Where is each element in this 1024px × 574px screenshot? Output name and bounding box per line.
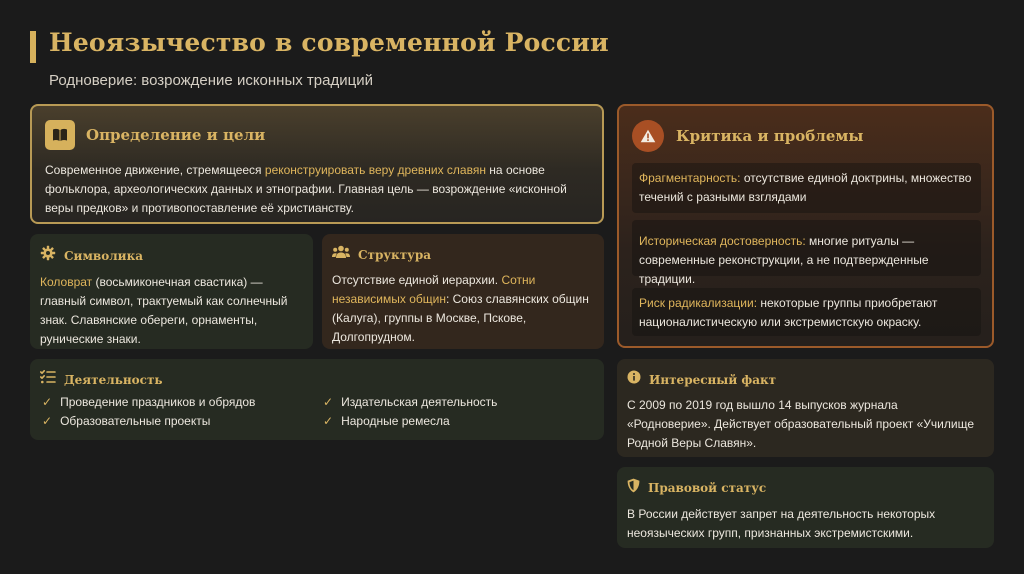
list-item-label: Народные ремесла: [341, 414, 450, 428]
symbolism-title: Символика: [64, 248, 144, 263]
definition-text-part: Современное движение, стремящееся: [45, 163, 265, 177]
fact-title: Интересный факт: [649, 372, 777, 387]
symbolism-card: [30, 234, 313, 349]
check-icon: ✓: [42, 395, 53, 409]
critique-card: [617, 104, 994, 348]
structure-highlight: Сотни независимых общин: [332, 273, 536, 306]
symbolism-text-part: (восьмиконечная свастика) — главный символ, трактуемый как солнечный знак. Славянские обереги, орнаменты, рунические знаки.: [40, 275, 288, 346]
definition-text-part: на основе фольклора, археологических данных и этнографии. Главная цель — возрождение «исконной веры предков» и противопоставление её христианству.: [45, 163, 567, 215]
check-icon: ✓: [323, 395, 334, 409]
checklist-icon: [40, 370, 56, 389]
critique-term: Риск радикализации:: [639, 296, 758, 310]
list-item: [323, 414, 450, 428]
critique-title: Критика и проблемы: [676, 127, 864, 145]
critique-item-authenticity: [632, 220, 981, 286]
activities-card: [30, 359, 604, 440]
definition-title: Определение и цели: [86, 126, 266, 144]
gear-icon: [40, 245, 56, 266]
list-item-label: Издательская деятельность: [341, 395, 498, 409]
title-accent-bar: [30, 31, 36, 63]
legal-title: Правовой статус: [648, 481, 767, 495]
definition-card: [30, 104, 604, 224]
info-icon: [627, 370, 641, 389]
list-item-label: Проведение праздников и обрядов: [60, 395, 256, 409]
fact-card: [617, 359, 994, 457]
structure-header: [332, 245, 594, 264]
symbolism-header: [40, 245, 303, 266]
list-item-label: Образовательные проекты: [60, 414, 211, 428]
critique-text: некоторые группы приобретают националистическую или экстремистскую окраску.: [639, 296, 938, 329]
structure-title: Структура: [358, 247, 432, 262]
symbolism-text: [40, 273, 303, 349]
fact-header: [627, 370, 984, 389]
shield-icon: [627, 478, 640, 498]
legal-text: В России действует запрет на деятельность некоторых неоязыческих групп, признанных экстремистскими.: [627, 507, 936, 540]
structure-text: [332, 271, 594, 347]
page-subtitle: Родноверие: возрождение исконных традиций: [49, 72, 373, 89]
list-item: [323, 395, 497, 409]
legal-card: [617, 467, 994, 548]
structure-text-part: Отсутствие единой иерархии.: [332, 273, 502, 287]
users-icon: [332, 245, 350, 264]
definition-highlight: реконструировать веру древних славян: [264, 163, 486, 177]
fact-text: С 2009 по 2019 год вышло 14 выпусков журнала «Родноверие». Действует образовательный проект «Училище Родной Веры Славян».: [627, 398, 974, 450]
critique-text: многие ритуалы — современные реконструкции, а не подтвержденные традиции.: [639, 234, 929, 286]
critique-item-radicalization: [632, 288, 981, 336]
activities-header: [40, 370, 594, 389]
list-item: [42, 414, 210, 428]
critique-header: [632, 120, 979, 152]
critique-term: Историческая достоверность:: [639, 234, 806, 248]
symbolism-highlight: Коловрат: [40, 275, 93, 289]
structure-card: [322, 234, 604, 349]
warning-icon: [632, 120, 664, 152]
list-item: [42, 395, 255, 409]
page-title: Неоязычество в современной России: [49, 28, 609, 57]
check-icon: ✓: [323, 414, 334, 428]
check-icon: ✓: [42, 414, 53, 428]
definition-text: [45, 161, 589, 218]
book-icon: [45, 120, 75, 150]
structure-text-part: : Союз славянских общин (Калуга), группы в Москве, Пскове, Долгопрудном.: [332, 292, 589, 344]
critique-text: отсутствие единой доктрины, множество течений с разными взглядами: [639, 171, 972, 204]
legal-header: [627, 478, 984, 498]
critique-item-fragmentation: [632, 163, 981, 213]
activities-title: Деятельность: [64, 372, 163, 387]
definition-header: [45, 120, 589, 150]
critique-term: Фрагментарность:: [639, 171, 741, 185]
